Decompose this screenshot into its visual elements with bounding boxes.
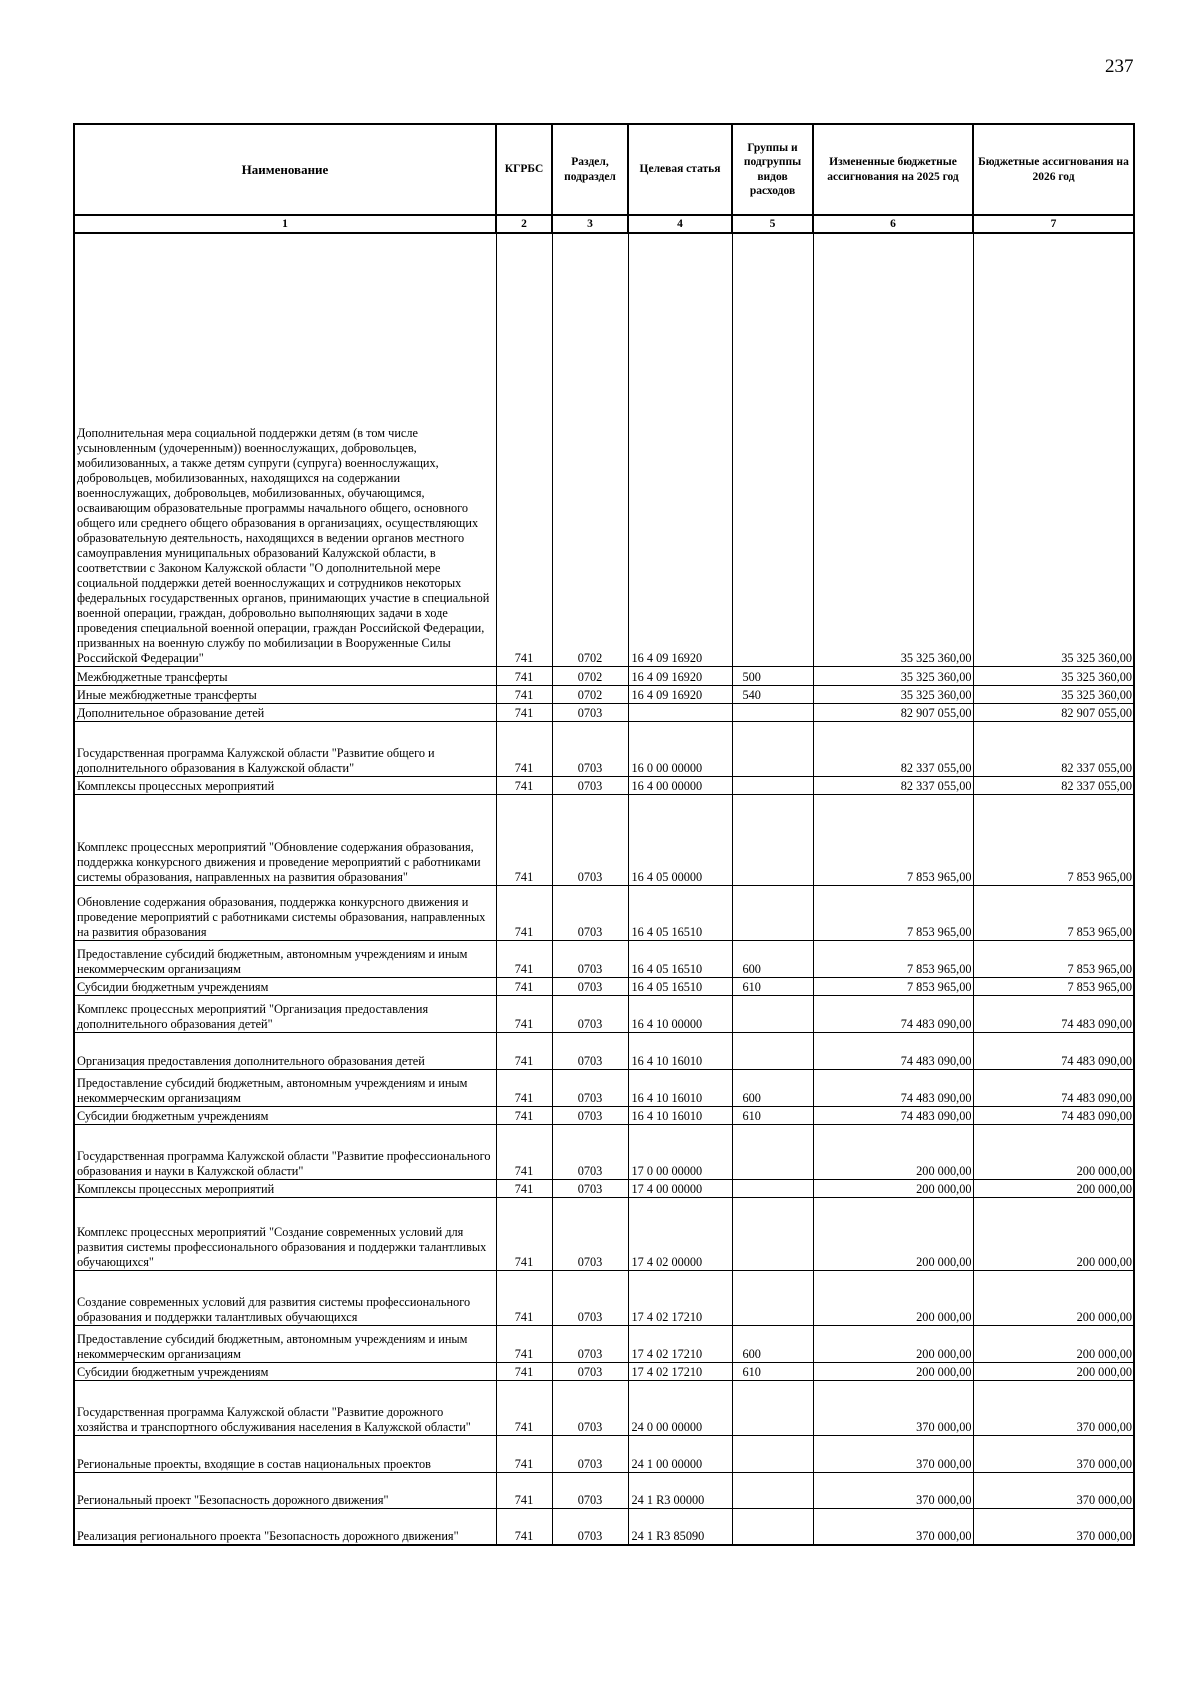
header-amount-2025: Измененные бюджетные ассигнования на 2025 год: [813, 124, 973, 215]
row-group: [732, 1197, 813, 1270]
row-section: 0703: [552, 1435, 628, 1472]
row-group: [732, 703, 813, 721]
row-name: Дополнительная мера социальной поддержки детям (в том числе усыновленным (удочеренным)) военнослужащих, добровольцев, мобилизованных, а также детям супруги (супруга) военнослужащих, добровольцев, мобилизованных, находящихся на содержании военнослужащих, добровольцев, мобилизованных, обучающимся, осваивающим образовательные программы начального общего, основного общего или среднего общего образования в организациях, осуществляющих образовательную деятельность, находящихся в ведении органов местного самоуправления муниципальных образований Калужской области, в соответствии с Законом Калужской области "О дополнительной мере социальной поддержки детей военнослужащих и сотрудников некоторых федеральных государственных органов, принимающих участие в специальной военной операции, граждан, добровольно выполняющих задачи в ходе проведения специальной военной операции, граждан Российской Федерации, призванных на военную службу по мобилизации в Вооруженные Силы Российской Федерации": [74, 233, 496, 666]
table-row: [74, 1472, 1134, 1508]
row-kgrbs: 741: [496, 1508, 552, 1545]
row-name: Обновление содержания образования, поддержка конкурсного движения и проведение мероприятий с работниками системы образования, направленных на развития образования: [74, 885, 496, 940]
header-amount-2026: Бюджетные ассигнования на 2026 год: [973, 124, 1134, 215]
row-section: 0703: [552, 703, 628, 721]
row-amount-2025: 200 000,00: [813, 1362, 973, 1380]
table-row: [74, 885, 1134, 940]
row-section: 0703: [552, 885, 628, 940]
row-amount-2026: 200 000,00: [973, 1362, 1134, 1380]
column-number: 6: [813, 215, 973, 233]
row-kgrbs: 741: [496, 1069, 552, 1106]
row-amount-2025: 35 325 360,00: [813, 685, 973, 703]
row-target: 17 4 02 00000: [628, 1197, 732, 1270]
row-name: Комплекс процессных мероприятий "Организация предоставления дополнительного образования детей": [74, 995, 496, 1032]
row-name: Дополнительное образование детей: [74, 703, 496, 721]
row-group: [732, 1179, 813, 1197]
row-name: Реализация регионального проекта "Безопасность дорожного движения": [74, 1508, 496, 1545]
row-amount-2026: 82 337 055,00: [973, 776, 1134, 794]
row-kgrbs: 741: [496, 1362, 552, 1380]
row-kgrbs: 741: [496, 1472, 552, 1508]
column-number: 5: [732, 215, 813, 233]
row-amount-2026: 35 325 360,00: [973, 233, 1134, 666]
row-amount-2025: 7 853 965,00: [813, 940, 973, 977]
row-amount-2026: 370 000,00: [973, 1508, 1134, 1545]
header-kgrbs: КГРБС: [496, 124, 552, 215]
row-target: 17 4 00 00000: [628, 1179, 732, 1197]
row-group: [732, 1435, 813, 1472]
row-target: 24 1 00 00000: [628, 1435, 732, 1472]
table-row: [74, 685, 1134, 703]
row-name: Комплекс процессных мероприятий "Создание современных условий для развития системы профессионального образования и поддержки талантливых обучающихся": [74, 1197, 496, 1270]
row-group: 610: [732, 1362, 813, 1380]
row-target: 16 4 10 16010: [628, 1106, 732, 1124]
table-row: [74, 1362, 1134, 1380]
table-row: [74, 1270, 1134, 1325]
row-name: Региональный проект "Безопасность дорожного движения": [74, 1472, 496, 1508]
row-group: [732, 885, 813, 940]
row-name: Комплексы процессных мероприятий: [74, 776, 496, 794]
column-number-row: [74, 215, 1134, 233]
row-name: Комплексы процессных мероприятий: [74, 1179, 496, 1197]
row-kgrbs: 741: [496, 977, 552, 995]
row-target: 16 4 09 16920: [628, 233, 732, 666]
row-name: Региональные проекты, входящие в состав национальных проектов: [74, 1435, 496, 1472]
row-section: 0703: [552, 995, 628, 1032]
row-kgrbs: 741: [496, 721, 552, 776]
row-amount-2025: 370 000,00: [813, 1380, 973, 1435]
row-section: 0703: [552, 1179, 628, 1197]
row-amount-2025: 82 337 055,00: [813, 776, 973, 794]
row-amount-2026: 370 000,00: [973, 1435, 1134, 1472]
row-group: [732, 1508, 813, 1545]
column-number: 7: [973, 215, 1134, 233]
row-amount-2026: 200 000,00: [973, 1197, 1134, 1270]
row-target: 16 4 10 16010: [628, 1069, 732, 1106]
row-name: Предоставление субсидий бюджетным, автономным учреждениям и иным некоммерческим организациям: [74, 1069, 496, 1106]
row-section: 0702: [552, 233, 628, 666]
row-name: Субсидии бюджетным учреждениям: [74, 1362, 496, 1380]
row-amount-2025: 82 907 055,00: [813, 703, 973, 721]
budget-table: [73, 123, 1135, 1546]
row-amount-2025: 82 337 055,00: [813, 721, 973, 776]
header-groups: Группы и подгруппы видов расходов: [732, 124, 813, 215]
row-amount-2025: 370 000,00: [813, 1508, 973, 1545]
row-name: Предоставление субсидий бюджетным, автономным учреждениям и иным некоммерческим организациям: [74, 940, 496, 977]
header-name: Наименование: [74, 124, 496, 215]
row-amount-2025: 200 000,00: [813, 1179, 973, 1197]
row-target: 17 4 02 17210: [628, 1270, 732, 1325]
row-section: 0703: [552, 1325, 628, 1362]
row-section: 0703: [552, 1472, 628, 1508]
table-row: [74, 940, 1134, 977]
row-kgrbs: 741: [496, 1270, 552, 1325]
row-target: 17 0 00 00000: [628, 1124, 732, 1179]
row-section: 0703: [552, 1380, 628, 1435]
row-target: 16 4 09 16920: [628, 685, 732, 703]
header-section: Раздел, подраздел: [552, 124, 628, 215]
row-amount-2026: 7 853 965,00: [973, 940, 1134, 977]
row-amount-2026: 35 325 360,00: [973, 666, 1134, 685]
row-amount-2025: 35 325 360,00: [813, 233, 973, 666]
row-amount-2026: 370 000,00: [973, 1380, 1134, 1435]
row-group: [732, 1380, 813, 1435]
row-amount-2025: 200 000,00: [813, 1270, 973, 1325]
row-amount-2026: 74 483 090,00: [973, 995, 1134, 1032]
row-name: Государственная программа Калужской области "Развитие дорожного хозяйства и транспортного обслуживания населения в Калужской области": [74, 1380, 496, 1435]
page-number: 237: [1105, 56, 1134, 77]
row-target: 16 4 05 00000: [628, 794, 732, 885]
row-name: Государственная программа Калужской области "Развитие общего и дополнительного образования в Калужской области": [74, 721, 496, 776]
row-section: 0703: [552, 1270, 628, 1325]
row-amount-2025: 7 853 965,00: [813, 977, 973, 995]
row-group: [732, 776, 813, 794]
table-row: [74, 1106, 1134, 1124]
row-section: 0703: [552, 940, 628, 977]
row-kgrbs: 741: [496, 885, 552, 940]
row-amount-2026: 74 483 090,00: [973, 1106, 1134, 1124]
column-number: 1: [74, 215, 496, 233]
table-row: [74, 721, 1134, 776]
row-target: 16 4 09 16920: [628, 666, 732, 685]
table-row: [74, 703, 1134, 721]
row-amount-2025: 74 483 090,00: [813, 1069, 973, 1106]
column-number: 2: [496, 215, 552, 233]
row-name: Субсидии бюджетным учреждениям: [74, 977, 496, 995]
row-amount-2025: 7 853 965,00: [813, 885, 973, 940]
row-target: 16 4 05 16510: [628, 977, 732, 995]
column-number: 3: [552, 215, 628, 233]
row-group: 500: [732, 666, 813, 685]
row-section: 0703: [552, 1069, 628, 1106]
row-group: [732, 794, 813, 885]
row-target: 16 4 00 00000: [628, 776, 732, 794]
table-row: [74, 1325, 1134, 1362]
row-kgrbs: 741: [496, 1380, 552, 1435]
row-name: Межбюджетные трансферты: [74, 666, 496, 685]
row-group: [732, 233, 813, 666]
row-target: 16 0 00 00000: [628, 721, 732, 776]
row-target: 24 1 R3 85090: [628, 1508, 732, 1545]
row-kgrbs: 741: [496, 1106, 552, 1124]
row-amount-2025: 370 000,00: [813, 1472, 973, 1508]
row-target: 17 4 02 17210: [628, 1362, 732, 1380]
row-amount-2026: 200 000,00: [973, 1124, 1134, 1179]
row-target: 24 0 00 00000: [628, 1380, 732, 1435]
row-group: [732, 1032, 813, 1069]
table-row: [74, 1124, 1134, 1179]
row-kgrbs: 741: [496, 685, 552, 703]
row-amount-2026: 370 000,00: [973, 1472, 1134, 1508]
row-section: 0702: [552, 685, 628, 703]
row-target: 16 4 10 00000: [628, 995, 732, 1032]
row-amount-2025: 74 483 090,00: [813, 1032, 973, 1069]
table-row: [74, 1380, 1134, 1435]
row-amount-2026: 82 337 055,00: [973, 721, 1134, 776]
table-row: [74, 794, 1134, 885]
row-kgrbs: 741: [496, 703, 552, 721]
row-kgrbs: 741: [496, 940, 552, 977]
table-row: [74, 1435, 1134, 1472]
row-group: [732, 1472, 813, 1508]
row-section: 0703: [552, 721, 628, 776]
row-group: 610: [732, 1106, 813, 1124]
row-amount-2026: 74 483 090,00: [973, 1032, 1134, 1069]
row-target: 16 4 05 16510: [628, 940, 732, 977]
row-amount-2025: 35 325 360,00: [813, 666, 973, 685]
row-target: 16 4 05 16510: [628, 885, 732, 940]
row-kgrbs: 741: [496, 1197, 552, 1270]
row-name: Субсидии бюджетным учреждениям: [74, 1106, 496, 1124]
row-group: [732, 995, 813, 1032]
table-row: [74, 776, 1134, 794]
row-group: 540: [732, 685, 813, 703]
table-body: [74, 233, 1134, 1545]
header-row: [74, 124, 1134, 215]
row-target: [628, 703, 732, 721]
row-amount-2025: 200 000,00: [813, 1325, 973, 1362]
row-amount-2025: 370 000,00: [813, 1435, 973, 1472]
table-row: [74, 1032, 1134, 1069]
row-name: Предоставление субсидий бюджетным, автономным учреждениям и иным некоммерческим организациям: [74, 1325, 496, 1362]
table-row: [74, 666, 1134, 685]
row-amount-2026: 7 853 965,00: [973, 977, 1134, 995]
row-amount-2026: 7 853 965,00: [973, 794, 1134, 885]
row-name: Организация предоставления дополнительного образования детей: [74, 1032, 496, 1069]
row-kgrbs: 741: [496, 1179, 552, 1197]
row-group: 600: [732, 940, 813, 977]
row-amount-2025: 200 000,00: [813, 1197, 973, 1270]
row-group: [732, 1124, 813, 1179]
row-amount-2026: 200 000,00: [973, 1270, 1134, 1325]
row-section: 0703: [552, 977, 628, 995]
header-target: Целевая статья: [628, 124, 732, 215]
row-group: 600: [732, 1069, 813, 1106]
row-section: 0703: [552, 1362, 628, 1380]
row-section: 0703: [552, 794, 628, 885]
table-row: [74, 1179, 1134, 1197]
row-name: Комплекс процессных мероприятий "Обновление содержания образования, поддержка конкурсного движения и проведение мероприятий с работниками системы образования, направленных на развития образования": [74, 794, 496, 885]
row-target: 16 4 10 16010: [628, 1032, 732, 1069]
row-section: 0703: [552, 776, 628, 794]
row-amount-2025: 74 483 090,00: [813, 995, 973, 1032]
row-section: 0703: [552, 1508, 628, 1545]
row-name: Иные межбюджетные трансферты: [74, 685, 496, 703]
row-group: 600: [732, 1325, 813, 1362]
table-row: [74, 1508, 1134, 1545]
row-kgrbs: 741: [496, 1032, 552, 1069]
row-target: 24 1 R3 00000: [628, 1472, 732, 1508]
row-group: [732, 1270, 813, 1325]
table-row: [74, 1069, 1134, 1106]
row-group: [732, 721, 813, 776]
row-kgrbs: 741: [496, 233, 552, 666]
row-section: 0703: [552, 1124, 628, 1179]
row-target: 17 4 02 17210: [628, 1325, 732, 1362]
row-amount-2026: 74 483 090,00: [973, 1069, 1134, 1106]
column-number: 4: [628, 215, 732, 233]
row-kgrbs: 741: [496, 1325, 552, 1362]
row-kgrbs: 741: [496, 666, 552, 685]
table-row: [74, 233, 1134, 666]
row-amount-2026: 82 907 055,00: [973, 703, 1134, 721]
row-name: Создание современных условий для развития системы профессионального образования и поддержки талантливых обучающихся: [74, 1270, 496, 1325]
row-kgrbs: 741: [496, 995, 552, 1032]
row-section: 0703: [552, 1032, 628, 1069]
row-group: 610: [732, 977, 813, 995]
row-amount-2025: 200 000,00: [813, 1124, 973, 1179]
row-kgrbs: 741: [496, 1124, 552, 1179]
row-kgrbs: 741: [496, 776, 552, 794]
row-amount-2026: 200 000,00: [973, 1179, 1134, 1197]
row-name: Государственная программа Калужской области "Развитие профессионального образования и науки в Калужской области": [74, 1124, 496, 1179]
row-amount-2026: 35 325 360,00: [973, 685, 1134, 703]
table-row: [74, 995, 1134, 1032]
row-amount-2025: 74 483 090,00: [813, 1106, 973, 1124]
row-section: 0702: [552, 666, 628, 685]
row-amount-2026: 200 000,00: [973, 1325, 1134, 1362]
row-section: 0703: [552, 1197, 628, 1270]
row-amount-2025: 7 853 965,00: [813, 794, 973, 885]
row-kgrbs: 741: [496, 1435, 552, 1472]
table-row: [74, 1197, 1134, 1270]
row-section: 0703: [552, 1106, 628, 1124]
row-kgrbs: 741: [496, 794, 552, 885]
table-row: [74, 977, 1134, 995]
row-amount-2026: 7 853 965,00: [973, 885, 1134, 940]
